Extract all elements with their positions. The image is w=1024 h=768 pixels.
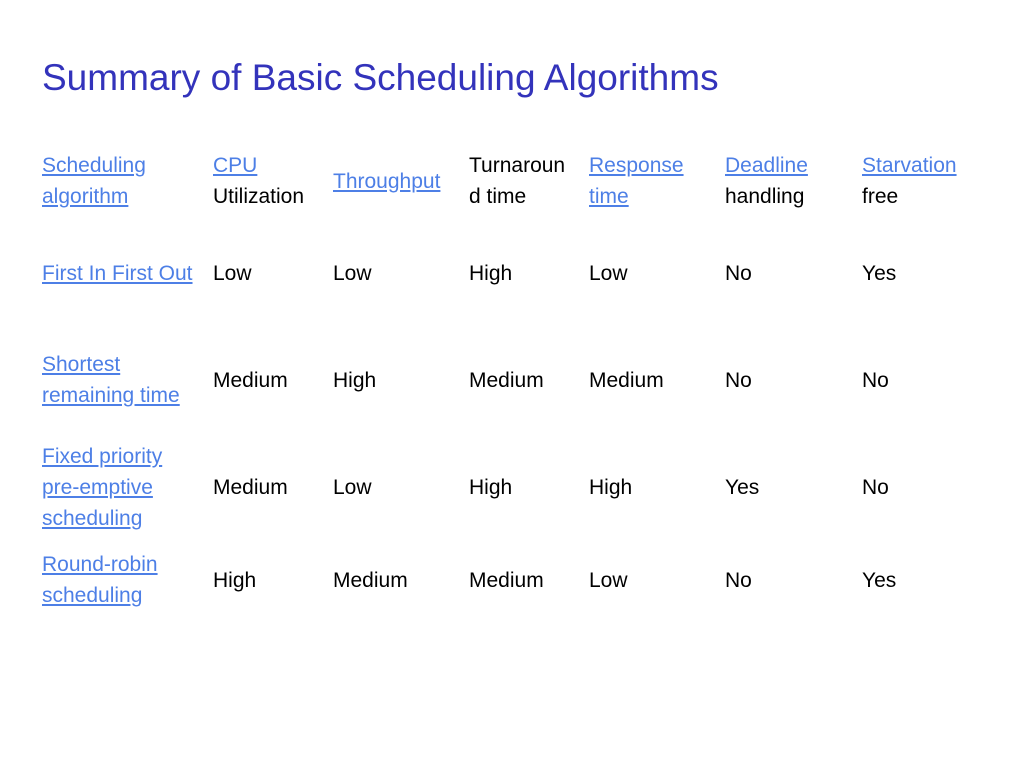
deadline-handling-cell: No	[725, 368, 752, 392]
throughput-cell: Low	[333, 261, 372, 285]
link-throughput[interactable]: Throughput	[333, 169, 441, 193]
table-row	[42, 319, 992, 441]
header-response-time	[589, 150, 725, 212]
starvation-free-cell: Yes	[862, 261, 897, 285]
header-starvation-free	[862, 150, 992, 212]
page-title: Summary of Basic Scheduling Algorithms	[42, 57, 719, 98]
link-algorithm-name[interactable]: remaining time	[42, 384, 180, 407]
algorithm-name-cell	[42, 441, 213, 534]
turnaround-cell: Medium	[469, 368, 544, 392]
header-turnaround-line1: Turnaroun	[469, 154, 566, 177]
algorithm-name-cell	[42, 212, 213, 319]
link-algorithm-name[interactable]: scheduling	[42, 584, 143, 607]
starvation-free-cell: No	[862, 368, 889, 392]
cpu-utilization-cell: Medium	[213, 368, 288, 392]
throughput-cell: Low	[333, 476, 372, 499]
deadline-handling-cell: No	[725, 261, 752, 285]
header-algorithm[interactable]	[42, 150, 213, 212]
link-algorithm-name[interactable]: scheduling	[42, 507, 143, 530]
response-time-cell: Medium	[589, 368, 664, 392]
header-turnaround	[469, 150, 589, 212]
turnaround-cell: Medium	[469, 568, 544, 592]
link-algorithm[interactable]: algorithm	[42, 185, 129, 208]
link-algorithm-name[interactable]: Round-robin	[42, 553, 158, 576]
link-algorithm-name[interactable]: Fixed priority	[42, 445, 163, 468]
link-deadline[interactable]: Deadline	[725, 154, 808, 177]
header-throughput	[333, 150, 469, 212]
response-time-cell: Low	[589, 261, 628, 285]
turnaround-cell: High	[469, 476, 513, 499]
starvation-free-cell: No	[862, 476, 889, 499]
header-cpu-utilization	[213, 150, 333, 212]
cpu-utilization-cell: Low	[213, 261, 252, 285]
link-time[interactable]: time	[589, 185, 629, 208]
header-cpu-rest: Utilization	[213, 185, 305, 208]
deadline-handling-cell: Yes	[725, 476, 760, 499]
link-algorithm-name[interactable]: Shortest	[42, 353, 121, 376]
link-algorithm-name[interactable]: First In First Out	[42, 261, 193, 285]
table-header-row	[42, 150, 992, 212]
link-cpu[interactable]: CPU	[213, 154, 258, 177]
link-algorithm-name[interactable]: pre-emptive	[42, 476, 153, 499]
algorithm-name-cell	[42, 534, 213, 626]
scheduling-table	[42, 150, 992, 626]
link-scheduling[interactable]: Scheduling	[42, 154, 146, 177]
throughput-cell: Medium	[333, 568, 408, 592]
cpu-utilization-cell: High	[213, 568, 257, 592]
header-turnaround-line2: d time	[469, 185, 527, 208]
deadline-handling-cell: No	[725, 568, 752, 592]
table-row	[42, 534, 992, 626]
table-row	[42, 441, 992, 534]
starvation-free-cell: Yes	[862, 568, 897, 592]
response-time-cell: Low	[589, 568, 628, 592]
header-starvation-rest: free	[862, 185, 899, 208]
turnaround-cell: High	[469, 261, 513, 285]
table-row	[42, 212, 992, 319]
cpu-utilization-cell: Medium	[213, 476, 288, 499]
response-time-cell: High	[589, 476, 633, 499]
link-starvation[interactable]: Starvation	[862, 154, 957, 177]
header-deadline-handling	[725, 150, 862, 212]
header-deadline-rest: handling	[725, 185, 805, 208]
link-response[interactable]: Response	[589, 154, 684, 177]
algorithm-name-cell	[42, 319, 213, 441]
throughput-cell: High	[333, 368, 377, 392]
